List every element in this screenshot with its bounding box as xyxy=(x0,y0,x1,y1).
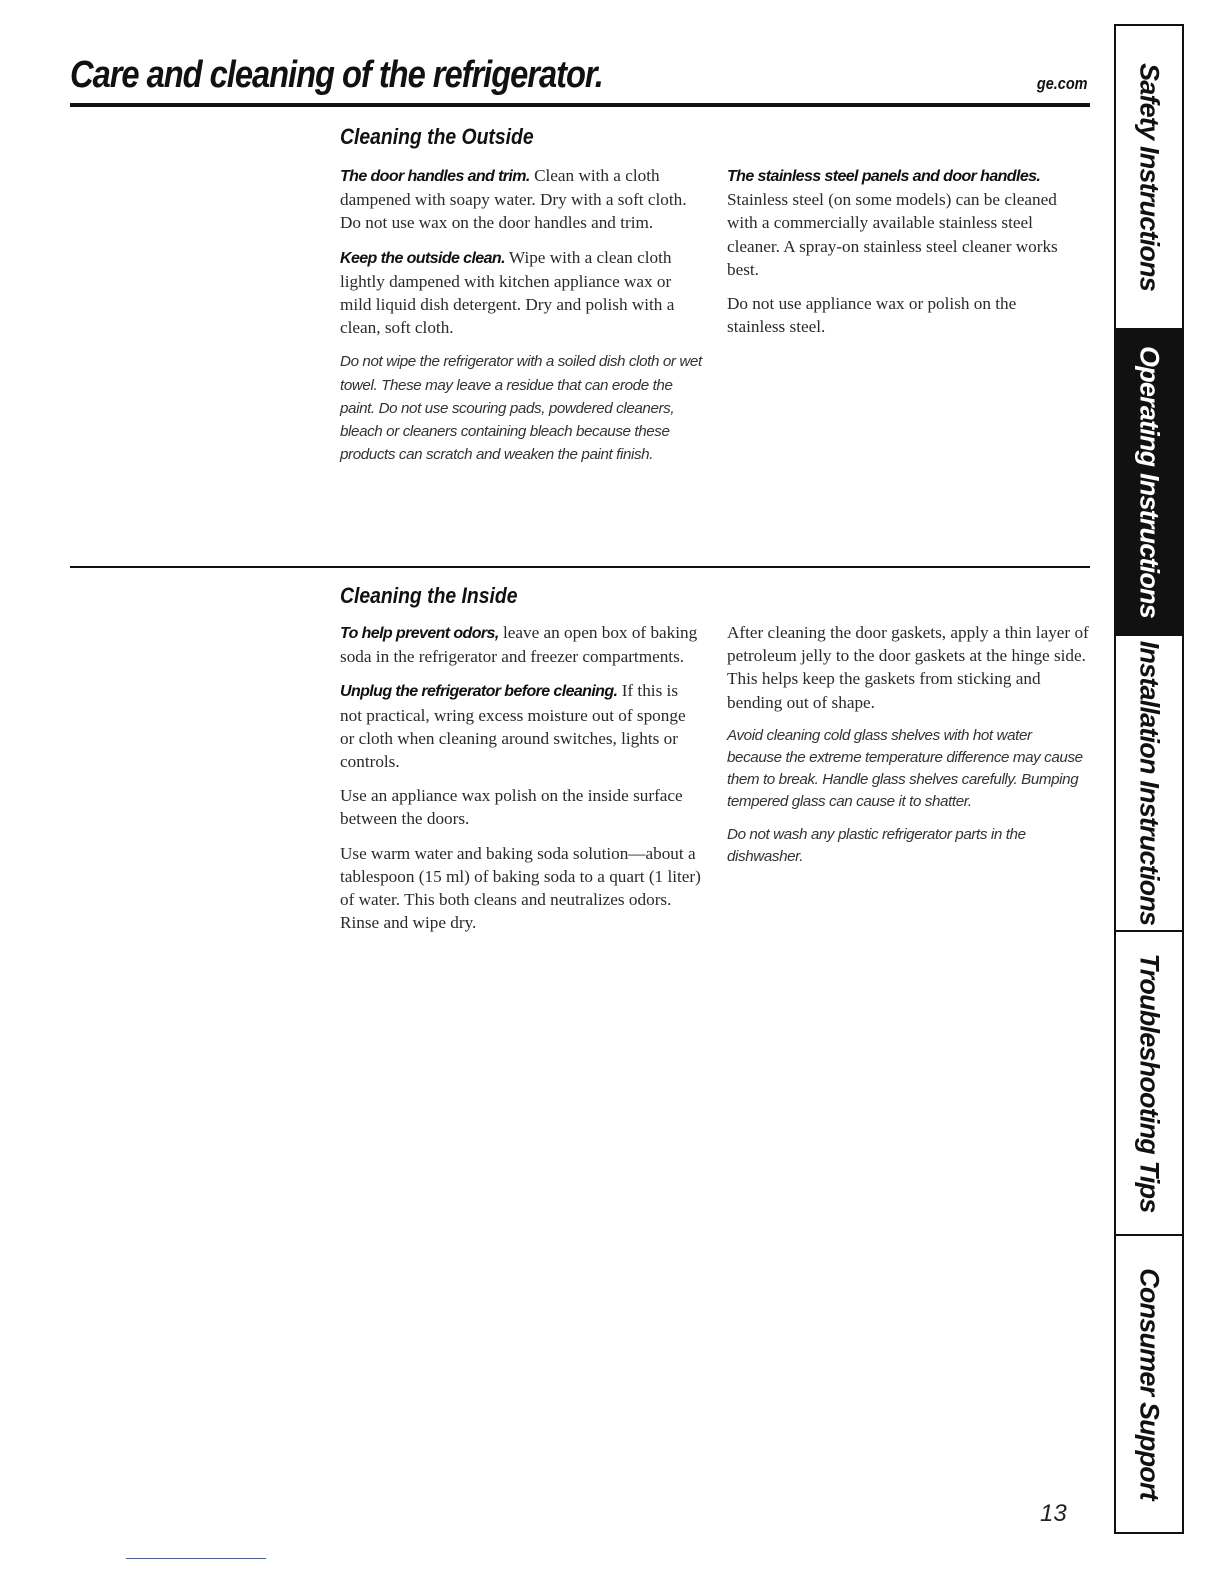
paragraph-door-gaskets: After cleaning the door gaskets, apply a thin layer of petroleum jelly to the door gaskets at the hinge side. This helps keep the gaskets from sticking and bending out of shape. xyxy=(727,623,1089,712)
lead-stainless-steel: The stainless steel panels and door handles. xyxy=(727,168,1041,185)
footer-link-underline xyxy=(126,1558,266,1559)
lead-prevent-odors: To help prevent odors, xyxy=(340,625,499,642)
paragraph-no-wax: Do not use appliance wax or polish on the stainless steel. xyxy=(727,294,1017,337)
paragraph-keep-clean xyxy=(340,246,702,340)
page-title: Care and cleaning of the refrigerator. xyxy=(70,54,603,96)
note-glass-shelves: Avoid cleaning cold glass shelves with hot water because the extreme temperature difference may cause them to break. Handle glass shelves carefully. Bumping tempered glass can cause it to shatter. xyxy=(727,726,1083,810)
text-stainless-steel: Stainless steel (on some models) can be cleaned with a commercially available stainless steel cleaner. A spray-on stainless steel cleaner works best. xyxy=(727,190,1058,279)
paragraph-unplug xyxy=(340,679,702,773)
paragraph-wax-polish: Use an appliance wax polish on the inside surface between the doors. xyxy=(340,786,683,829)
note-paint-warning: Do not wipe the refrigerator with a soiled dish cloth or wet towel. These may leave a residue that can erode the paint. Do not use scouring pads, powdered cleaners, bleach or cleaners containing bleach because these products can scratch and weaken the paint finish. xyxy=(340,353,702,464)
outside-left-column xyxy=(340,164,702,477)
lead-door-handles: The door handles and trim. xyxy=(340,168,530,185)
tab-label: Safety Instructions xyxy=(1134,63,1165,291)
outside-right-column xyxy=(727,164,1077,349)
tab-label: Consumer Support xyxy=(1134,1268,1165,1500)
paragraph-door-handles xyxy=(340,164,702,235)
text-unplug: If this is not practical, wring excess moisture out of sponge or cloth when cleaning around switches, lights or controls. xyxy=(340,681,686,772)
text-door-handles: Clean with a cloth dampened with soapy water. Dry with a soft cloth. Do not use wax on the door handles and trim. xyxy=(340,166,687,233)
outside-heading: Cleaning the Outside xyxy=(340,124,534,149)
header-rule xyxy=(70,103,1090,107)
tab-troubleshooting-tips[interactable] xyxy=(1116,932,1182,1236)
paragraph-stainless-steel xyxy=(727,164,1077,281)
page-number: 13 xyxy=(1040,1500,1067,1527)
tab-label: Troubleshooting Tips xyxy=(1134,953,1165,1213)
site-link[interactable]: ge.com xyxy=(1037,74,1088,93)
tab-installation-instructions[interactable] xyxy=(1116,636,1182,932)
note-dishwasher: Do not wash any plastic refrigerator parts in the dishwasher. xyxy=(727,825,1026,865)
text-prevent-odors: leave an open box of baking soda in the refrigerator and freezer compartments. xyxy=(340,623,698,667)
section-divider xyxy=(70,566,1090,568)
paragraph-baking-soda: Use warm water and baking soda solution—about a tablespoon (15 ml) of baking soda to a quart (1 liter) of water. This both cleans and neutralizes odors. Rinse and wipe dry. xyxy=(340,843,701,933)
paragraph-prevent-odors xyxy=(340,621,702,668)
tab-safety-instructions[interactable] xyxy=(1116,26,1182,330)
tab-consumer-support[interactable] xyxy=(1116,1236,1182,1532)
tab-operating-instructions[interactable] xyxy=(1116,330,1182,636)
side-tab-navigation xyxy=(1114,24,1184,1534)
inside-heading: Cleaning the Inside xyxy=(340,583,518,608)
text-keep-clean: Wipe with a clean cloth lightly dampened with kitchen appliance wax or mild liquid dish detergent. Dry and polish with a clean, soft cloth. xyxy=(340,247,675,338)
tab-label: Operating Instructions xyxy=(1134,346,1165,618)
tab-label: Installation Instructions xyxy=(1134,640,1165,926)
inside-left-column xyxy=(340,621,702,945)
lead-unplug: Unplug the refrigerator before cleaning. xyxy=(340,683,618,701)
inside-right-column xyxy=(727,621,1089,879)
lead-keep-clean: Keep the outside clean. xyxy=(340,249,505,267)
